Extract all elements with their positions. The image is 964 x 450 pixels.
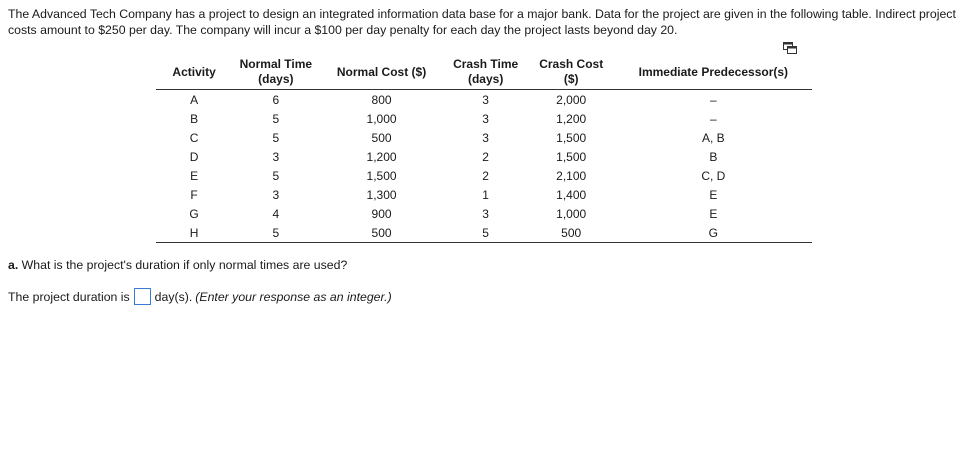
cell-activity: B bbox=[190, 111, 199, 126]
cell-normal-cost: 500 bbox=[320, 223, 444, 243]
cell-predecessors: C, D bbox=[701, 168, 726, 183]
cell-activity: E bbox=[190, 168, 199, 183]
answer-hint: (Enter your response as an integer.) bbox=[195, 289, 392, 304]
header-activity: Activity bbox=[156, 57, 232, 90]
cell-crash-time: 3 bbox=[482, 92, 489, 107]
cell-normal-time: 3 bbox=[272, 149, 280, 164]
table-row bbox=[156, 223, 812, 243]
cell-crash-cost: 1,200 bbox=[556, 111, 587, 126]
header-normal-time: Normal Time (days) bbox=[232, 57, 319, 90]
cell-normal-cost: 1,000 bbox=[366, 111, 397, 126]
cell-predecessors: – bbox=[709, 111, 717, 126]
cell-crash-cost: 500 bbox=[528, 223, 615, 243]
cell-normal-cost: 500 bbox=[371, 130, 392, 145]
cell-normal-time: 5 bbox=[272, 130, 280, 145]
table-row bbox=[156, 128, 812, 147]
question-text: What is the project's duration if only normal times are used? bbox=[18, 258, 348, 272]
header-normal-cost: Normal Cost ($) bbox=[320, 57, 444, 90]
cell-crash-time: 3 bbox=[482, 111, 489, 126]
duration-input[interactable] bbox=[134, 288, 151, 305]
cell-normal-time: 5 bbox=[272, 111, 280, 126]
answer-prefix: The project duration is bbox=[8, 289, 130, 304]
cell-crash-cost: 1,000 bbox=[556, 206, 587, 221]
cell-normal-time: 3 bbox=[272, 187, 280, 202]
cell-crash-cost: 1,500 bbox=[556, 130, 587, 145]
cell-normal-cost: 800 bbox=[371, 92, 392, 107]
cell-predecessors: G bbox=[615, 223, 812, 243]
cell-crash-time: 3 bbox=[482, 130, 489, 145]
cell-normal-cost: 1,200 bbox=[366, 149, 397, 164]
cell-crash-cost: 1,500 bbox=[556, 149, 587, 164]
cell-activity: C bbox=[189, 130, 199, 145]
table-row bbox=[156, 147, 812, 166]
cell-crash-time: 2 bbox=[482, 168, 489, 183]
cell-crash-cost: 2,000 bbox=[556, 92, 587, 107]
header-predecessors: Immediate Predecessor(s) bbox=[615, 57, 812, 90]
table-row bbox=[156, 90, 812, 110]
cell-activity: G bbox=[189, 206, 199, 221]
table-row bbox=[156, 204, 812, 223]
cell-normal-time: 4 bbox=[272, 206, 280, 221]
cell-normal-cost: 1,300 bbox=[366, 187, 397, 202]
question-a bbox=[8, 258, 347, 272]
cell-normal-time: 5 bbox=[232, 223, 319, 243]
cell-activity: D bbox=[189, 149, 199, 164]
cell-crash-cost: 2,100 bbox=[556, 168, 587, 183]
cell-normal-cost: 1,500 bbox=[366, 168, 397, 183]
cell-normal-cost: 900 bbox=[371, 206, 392, 221]
cell-normal-time: 5 bbox=[272, 168, 280, 183]
answer-line bbox=[8, 288, 392, 305]
cell-crash-time: 3 bbox=[482, 206, 489, 221]
problem-intro: The Advanced Tech Company has a project to design an integrated information data base for a major bank. Data for the project are given in the following table. Indirect project costs amount to $250 per day. The company will incur a $100 per day penalty for each day the project lasts beyond day 20. bbox=[8, 7, 956, 37]
answer-unit: day(s). bbox=[154, 289, 193, 304]
cell-activity: H bbox=[156, 223, 232, 243]
copy-icon[interactable] bbox=[783, 42, 797, 54]
table-row bbox=[156, 185, 812, 204]
cell-predecessors: – bbox=[709, 92, 717, 107]
table-row bbox=[156, 109, 812, 128]
question-label: a. bbox=[8, 258, 19, 272]
cell-predecessors: B bbox=[709, 149, 718, 164]
cell-crash-cost: 1,400 bbox=[556, 187, 587, 202]
table-header-row bbox=[156, 57, 812, 90]
cell-activity: A bbox=[190, 92, 199, 107]
cell-crash-time: 5 bbox=[444, 223, 528, 243]
cell-predecessors: E bbox=[709, 206, 718, 221]
cell-activity: F bbox=[190, 187, 198, 202]
cell-crash-time: 1 bbox=[482, 187, 489, 202]
cell-predecessors: E bbox=[709, 187, 718, 202]
project-data-table bbox=[156, 57, 812, 243]
table-row bbox=[156, 166, 812, 185]
cell-crash-time: 2 bbox=[482, 149, 489, 164]
cell-predecessors: A, B bbox=[701, 130, 725, 145]
header-crash-cost: Crash Cost ($) bbox=[528, 57, 615, 90]
cell-normal-time: 6 bbox=[272, 92, 280, 107]
header-crash-time: Crash Time (days) bbox=[444, 57, 528, 90]
